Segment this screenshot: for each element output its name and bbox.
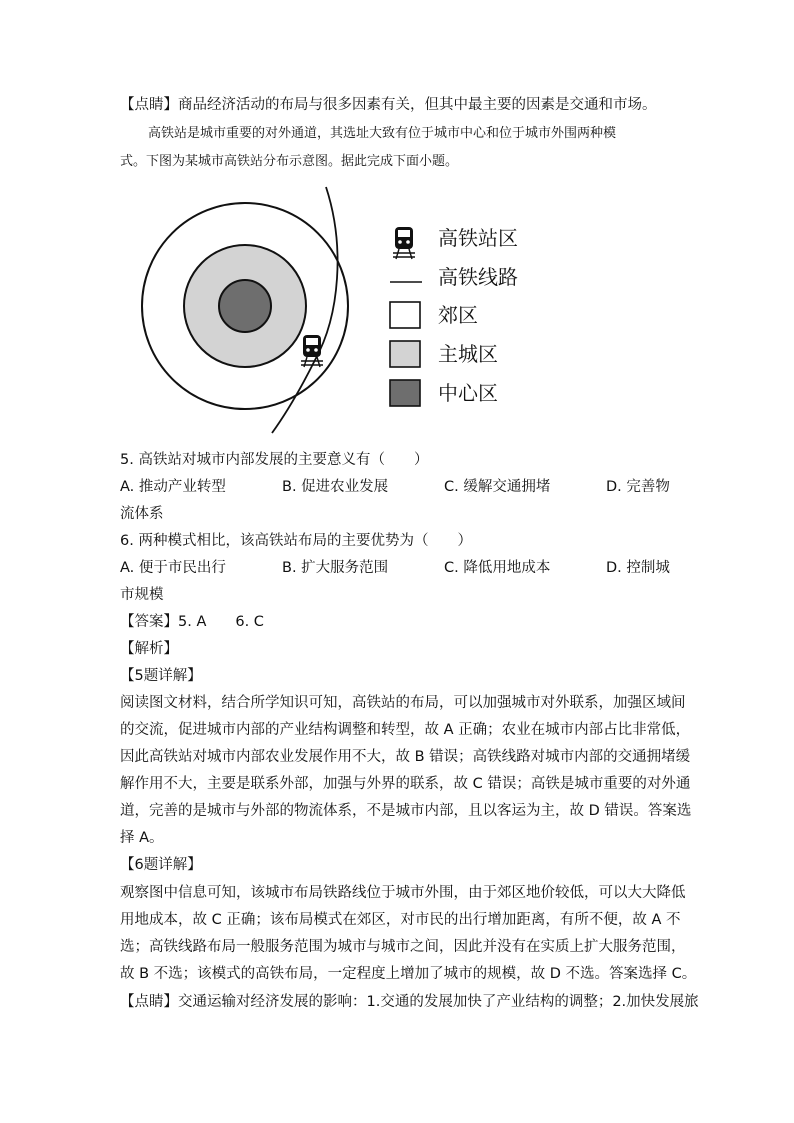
- detail6-line: 选；高铁线路布局一般服务范围为城市与城市之间，因此并没有在实质上扩大服务范围，: [120, 939, 686, 955]
- legend-station-label: 高铁站区: [438, 226, 518, 250]
- answer-text: 5. A 6. C: [178, 614, 264, 630]
- center-circle: [219, 280, 271, 332]
- legend-center-swatch: [390, 380, 420, 406]
- legend-main-city-swatch: [390, 341, 420, 367]
- detail6-tag: 【6题详解】: [120, 857, 202, 873]
- legend-line-label: 高铁线路: [438, 265, 518, 289]
- q6-stem: 6. 两种模式相比，该高铁站布局的主要优势为（ ）: [120, 533, 472, 549]
- q6-option-d: D. 控制城: [606, 560, 670, 576]
- legend-main-city-label: 主城区: [438, 342, 498, 366]
- material-line-2: 式。下图为某城市高铁站分布示意图。据此完成下面小题。: [120, 154, 459, 169]
- hsr-station-map: [140, 185, 560, 435]
- material-line-1: 高铁站是城市重要的对外通道，其选址大致有位于城市中心和位于城市外围两种模: [148, 126, 617, 141]
- q6-option-d-cont: 市规模: [120, 587, 164, 603]
- detail5-line: 解作用不大，主要是联系外部，加强与外界的联系，故 C 错误；高铁是城市重要的对外通: [120, 776, 691, 792]
- dianjing-tag: 【点睛】: [120, 97, 178, 113]
- legend-suburb-label: 郊区: [438, 303, 478, 327]
- legend-center-label: 中心区: [438, 381, 498, 405]
- detail5-line: 因此高铁站对城市内部农业发展作用不大，故 B 错误；高铁线路对城市内部的交通拥堵缓: [120, 749, 691, 765]
- dianjing-paragraph-2: [120, 992, 699, 1012]
- dianjing-text: 交通运输对经济发展的影响：1.交通的发展加快了产业结构的调整；2.加快发展旅: [178, 994, 699, 1010]
- answer-line: [120, 612, 264, 632]
- q5-stem: 5. 高铁站对城市内部发展的主要意义有（ ）: [120, 452, 429, 468]
- analysis-tag: 【解析】: [120, 641, 178, 657]
- detail5-line: 择 A。: [120, 830, 164, 846]
- dianjing-text: 商品经济活动的布局与很多因素有关，但其中最主要的因素是交通和市场。: [178, 97, 657, 113]
- q5-option-c: C. 缓解交通拥堵: [444, 479, 551, 495]
- q6-option-a: A. 便于市民出行: [120, 560, 226, 576]
- q5-option-b: B. 促进农业发展: [282, 479, 389, 495]
- legend-station-icon: [393, 227, 415, 259]
- dianjing-tag: 【点睛】: [120, 994, 178, 1010]
- detail5-tag: 【5题详解】: [120, 668, 202, 684]
- detail5-line: 阅读图文材料，结合所学知识可知，高铁站的布局，可以加强城市对外联系，加强区域间: [120, 695, 686, 711]
- answer-tag: 【答案】: [120, 614, 178, 630]
- q6-option-b: B. 扩大服务范围: [282, 560, 389, 576]
- dianjing-paragraph-1: [120, 95, 657, 115]
- q5-option-d-cont: 流体系: [120, 506, 164, 522]
- q6-option-c: C. 降低用地成本: [444, 560, 551, 576]
- detail6-line: 观察图中信息可知，该城市布局铁路线位于城市外围，由于郊区地价较低，可以大大降低: [120, 885, 686, 901]
- legend-suburb-swatch: [390, 302, 420, 328]
- detail6-line: 用地成本，故 C 正确；该布局模式在郊区，对市民的出行增加距离，有所不便，故 A 不: [120, 912, 681, 928]
- detail5-line: 的交流，促进城市内部的产业结构调整和转型，故 A 正确；农业在城市内部占比非常低，: [120, 722, 691, 738]
- q5-option-a: A. 推动产业转型: [120, 479, 226, 495]
- detail5-line: 道，完善的是城市与外部的物流体系，不是城市内部，且以客运为主，故 D 错误。答案选: [120, 803, 692, 819]
- detail6-line: 故 B 不选；该模式的高铁布局，一定程度上增加了城市的规模，故 D 不选。答案选择 C。: [120, 966, 697, 982]
- q5-option-d: D. 完善物: [606, 479, 670, 495]
